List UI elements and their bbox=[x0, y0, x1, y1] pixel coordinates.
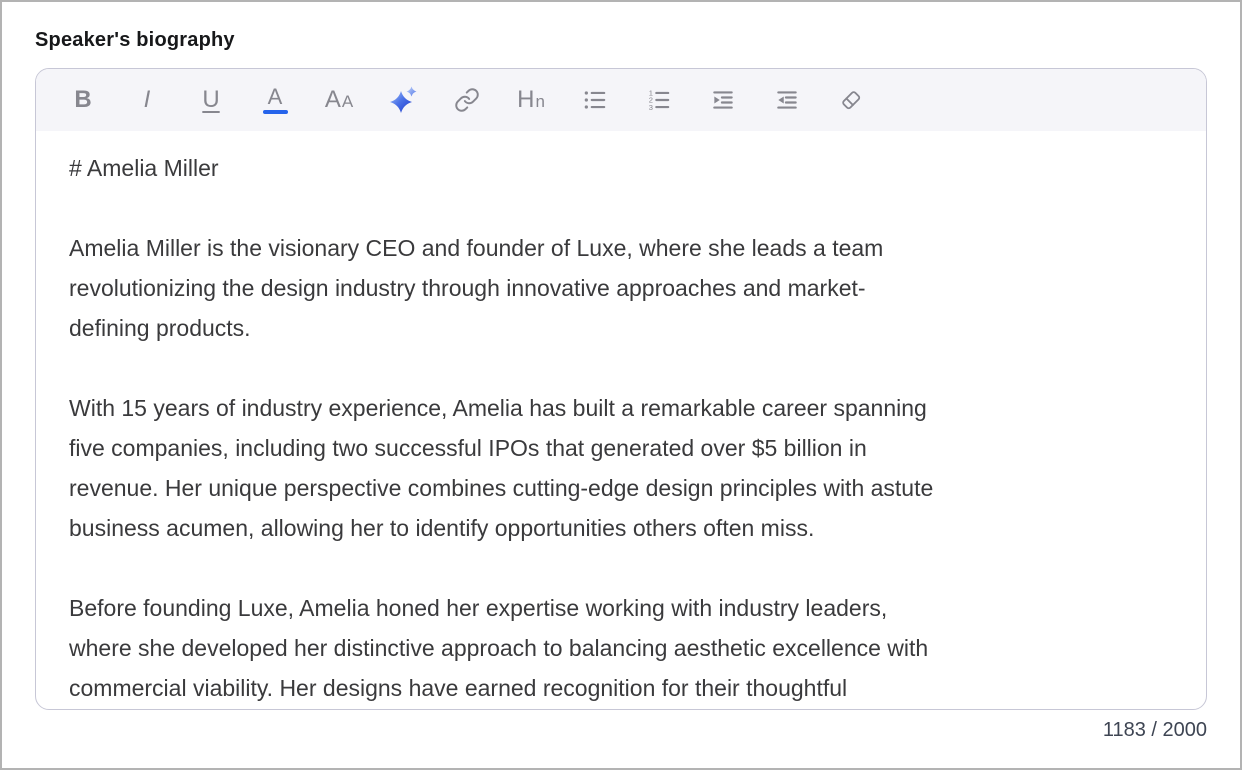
text-color-swatch bbox=[263, 110, 288, 114]
ai-assist-button[interactable] bbox=[381, 78, 425, 122]
heading-icon: H n bbox=[517, 86, 545, 113]
svg-text:2: 2 bbox=[648, 95, 653, 105]
underline-icon: U bbox=[202, 86, 220, 113]
editor-content[interactable] bbox=[36, 131, 1206, 708]
editor-line: Amelia Miller is the visionary CEO and founder of Luxe, where she leads a team bbox=[69, 235, 884, 261]
indent-button[interactable] bbox=[701, 78, 745, 122]
indent-icon bbox=[710, 87, 736, 113]
ai-sparkle-icon bbox=[387, 84, 419, 116]
editor-line: business acumen, allowing her to identify opportunities others often miss. bbox=[69, 515, 815, 541]
editor-line bbox=[69, 548, 1173, 588]
bold-icon: B bbox=[74, 86, 92, 113]
link-button[interactable] bbox=[445, 78, 489, 122]
text-color-icon: A bbox=[263, 86, 288, 114]
link-icon bbox=[454, 87, 480, 113]
text-color-button[interactable] bbox=[253, 78, 297, 122]
italic-icon: I bbox=[143, 86, 151, 113]
bullet-list-button[interactable] bbox=[573, 78, 617, 122]
font-size-button[interactable] bbox=[317, 78, 361, 122]
biography-editor bbox=[35, 68, 1207, 710]
field-label: Speaker's biography bbox=[35, 29, 235, 51]
editor-line: # Amelia Miller bbox=[69, 155, 219, 181]
editor-line: defining products. bbox=[69, 315, 251, 341]
numbered-list-icon bbox=[646, 87, 672, 113]
editor-toolbar bbox=[36, 69, 1206, 131]
editor-line: With 15 years of industry experience, Amelia has built a remarkable career spanning bbox=[69, 395, 927, 421]
svg-text:1: 1 bbox=[648, 88, 653, 98]
editor-line: five companies, including two successful IPOs that generated over $5 billion in bbox=[69, 435, 867, 461]
editor-line: revolutionizing the design industry through innovative approaches and market- bbox=[69, 275, 866, 301]
font-size-icon: A A bbox=[324, 86, 354, 113]
underline-button[interactable] bbox=[189, 78, 233, 122]
outdent-icon bbox=[774, 87, 800, 113]
italic-button[interactable] bbox=[125, 78, 169, 122]
editor-line: where she developed her distinctive approach to balancing aesthetic excellence with bbox=[69, 635, 929, 661]
editor-line: Before founding Luxe, Amelia honed her expertise working with industry leaders, bbox=[69, 595, 888, 621]
clear-formatting-button[interactable] bbox=[829, 78, 873, 122]
numbered-list-button[interactable] bbox=[637, 78, 681, 122]
heading-button[interactable] bbox=[509, 78, 553, 122]
bold-button[interactable] bbox=[61, 78, 105, 122]
editor-line bbox=[69, 188, 1173, 228]
bullet-list-icon bbox=[582, 87, 608, 113]
editor-line: revenue. Her unique perspective combines cutting-edge design principles with astute bbox=[69, 475, 934, 501]
editor-line bbox=[69, 348, 1173, 388]
clear-formatting-eraser-icon bbox=[838, 87, 864, 113]
svg-text:3: 3 bbox=[648, 102, 653, 112]
outdent-button[interactable] bbox=[765, 78, 809, 122]
character-counter: 1183 / 2000 bbox=[1102, 719, 1207, 741]
editor-line: commercial viability. Her designs have earned recognition for their thoughtful bbox=[69, 675, 848, 701]
